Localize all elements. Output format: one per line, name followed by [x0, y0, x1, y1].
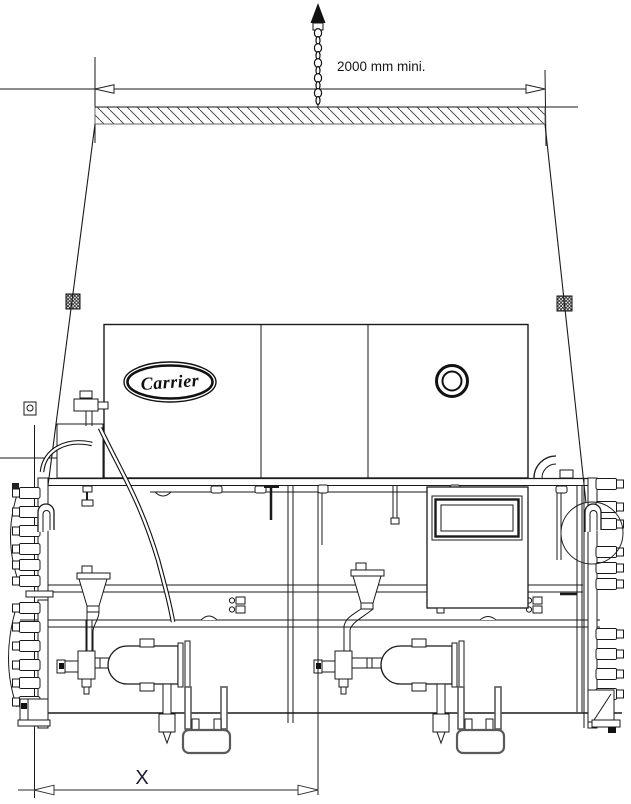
- anti-vibration-pad: [457, 730, 504, 753]
- hatched-shackle-marker-icon: [557, 296, 572, 311]
- top-dimension-label: 2000 mm mini.: [337, 59, 426, 74]
- lifting-lug-right-icon: [585, 504, 601, 532]
- bottom-dimension: [18, 486, 318, 795]
- dim-arrow-left-icon: [34, 785, 54, 795]
- funnel-vessel-left: [77, 566, 110, 651]
- spreader-bar: [95, 107, 578, 124]
- funnel-vessel-right: [344, 563, 384, 651]
- cylinder-body: [108, 646, 178, 684]
- chain-links-icon: [314, 29, 321, 105]
- drain-valve: [159, 714, 175, 732]
- unit-feet: [18, 690, 620, 733]
- dim-arrow-left-icon: [95, 85, 114, 94]
- rail-clip: [211, 486, 222, 493]
- mounting-bracket-left: [183, 687, 230, 753]
- lifting-hook: [311, 3, 326, 107]
- control-display: [432, 496, 522, 540]
- cylinder-body: [381, 646, 452, 684]
- shutoff-valve: [78, 651, 95, 679]
- filter-drier-right: [314, 639, 464, 743]
- filter-drier-left: [57, 620, 190, 743]
- shutoff-valve: [335, 651, 352, 679]
- brand-logo-text: Carrier: [140, 369, 200, 395]
- left-foot: [20, 699, 48, 722]
- right-sling: [545, 124, 586, 503]
- valve: [74, 399, 98, 411]
- left-tube-sheet: [9, 478, 55, 728]
- bottom-dimension-label: X: [135, 767, 149, 789]
- mounting-bracket-right: [457, 687, 504, 753]
- top-dimension: [0, 57, 546, 146]
- control-box: [427, 487, 528, 613]
- rail-clip: [318, 485, 328, 493]
- anti-vibration-pad: [183, 730, 230, 753]
- rail-clip: [556, 486, 567, 493]
- dim-arrow-right-icon: [526, 85, 545, 94]
- round-emblem-icon: [437, 366, 468, 397]
- unit-top-panel: [104, 325, 528, 479]
- dim-arrow-right-icon: [298, 785, 318, 795]
- carrier-oval-logo: [124, 362, 216, 402]
- hatched-shackle-marker-icon: [66, 294, 80, 309]
- lifting-hook-arrow-icon: [311, 3, 326, 23]
- drain-valve: [433, 714, 449, 732]
- lifting-lug-left-icon: [38, 504, 54, 532]
